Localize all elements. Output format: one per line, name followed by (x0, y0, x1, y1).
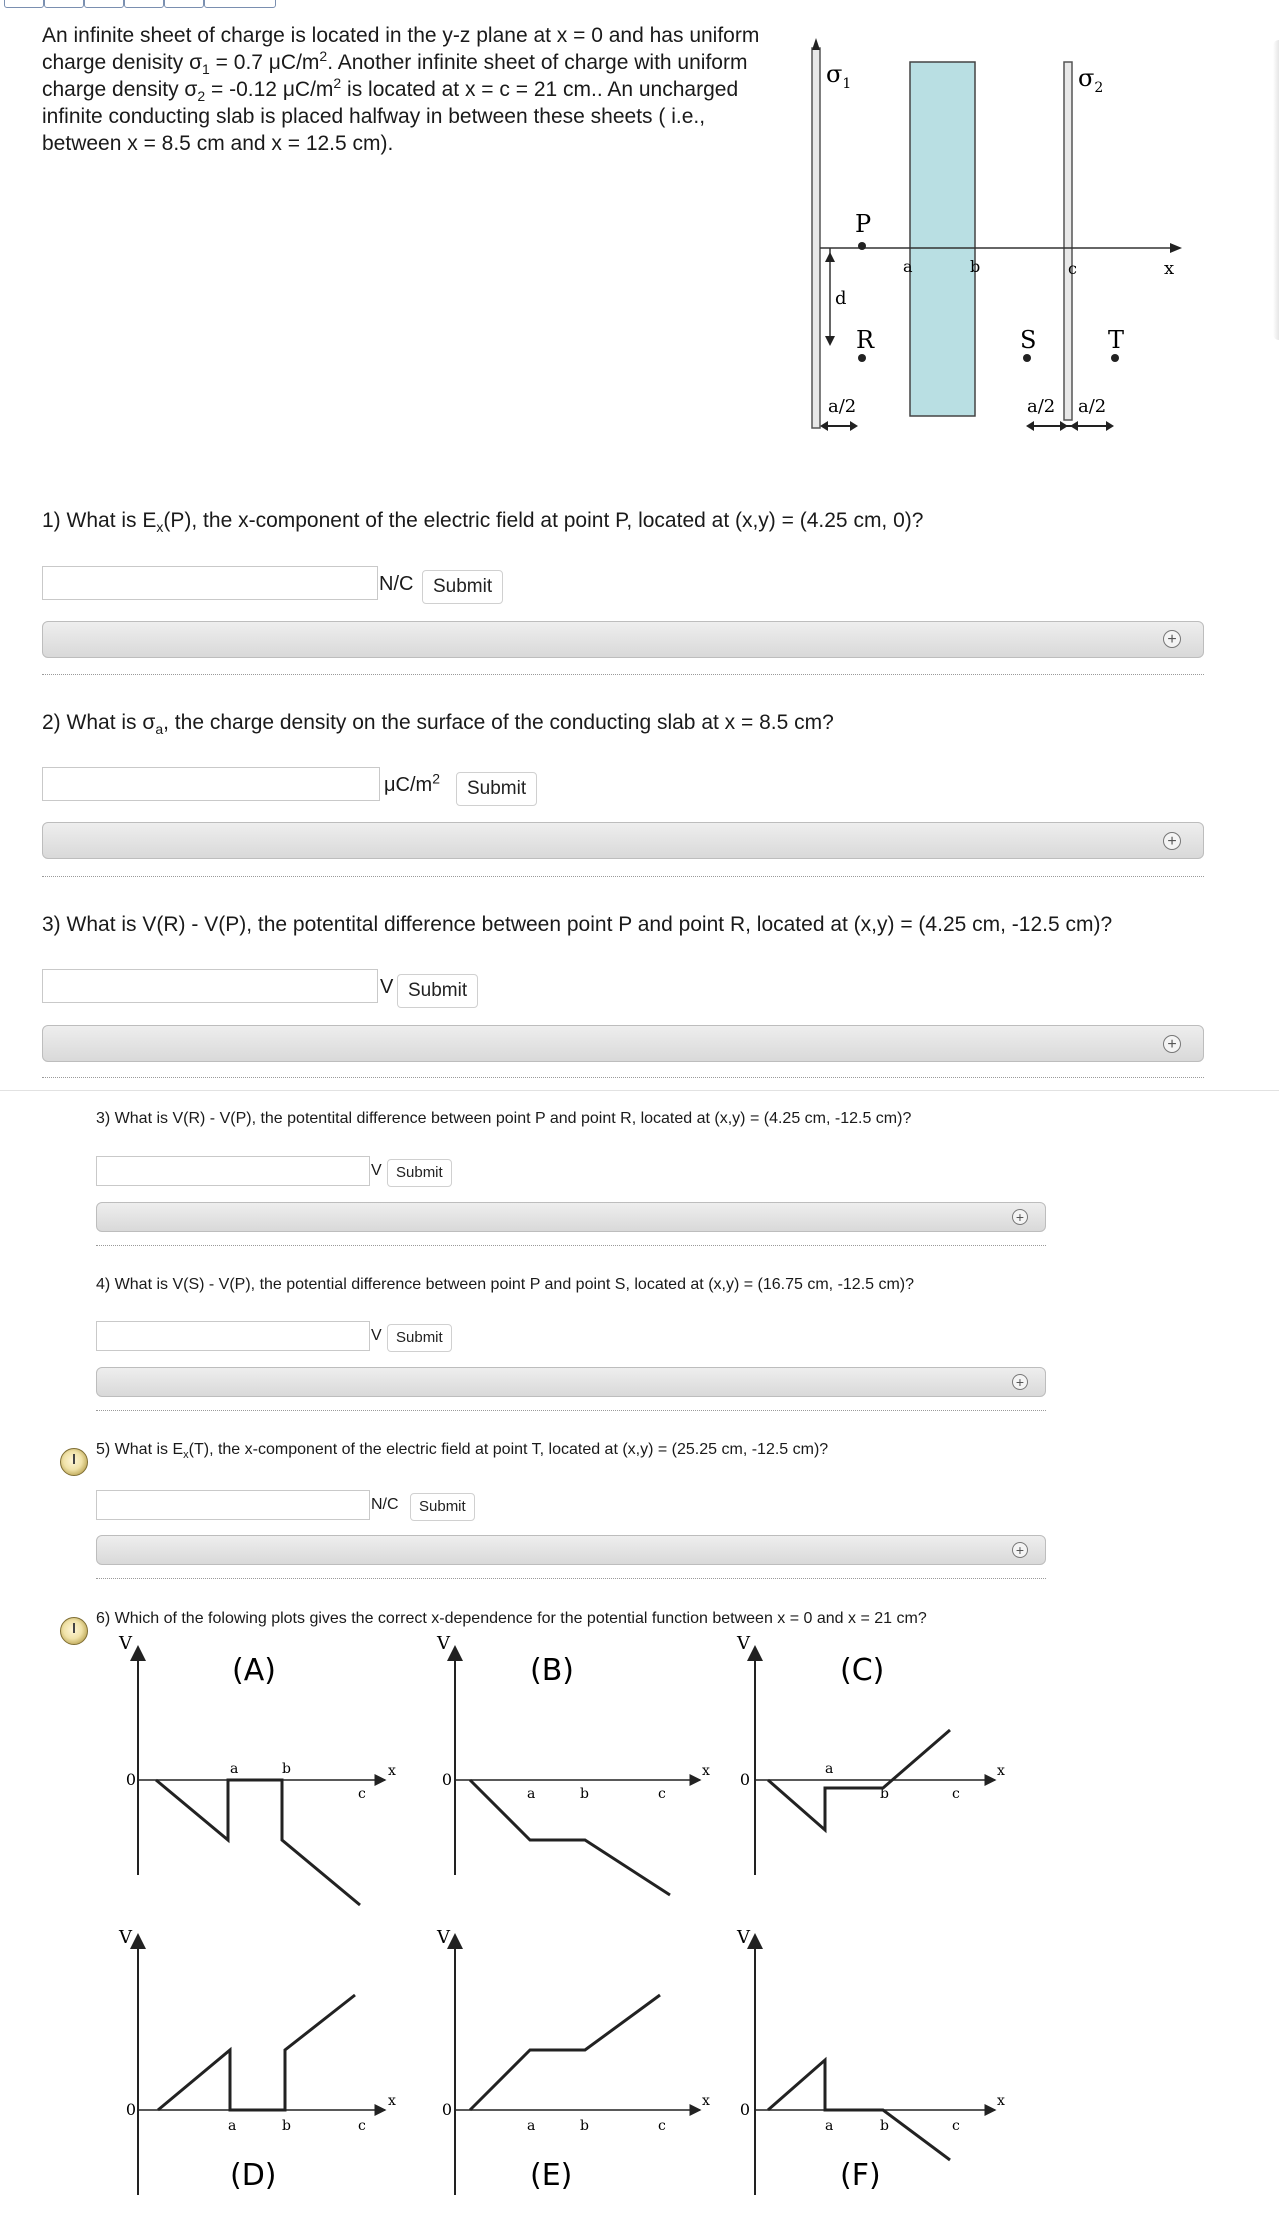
subscript: 2 (197, 88, 206, 105)
superscript: 2 (432, 770, 440, 787)
tab[interactable] (204, 0, 276, 8)
sigma1-label: $\sigma_1$ (826, 60, 852, 92)
arrow-right-icon (850, 421, 858, 431)
text: (T), the x-component of the electric field at point T, located at (x,y) = (25.25 cm, -12.5 cm)? (188, 1441, 829, 1458)
plot-label-E: (E) (530, 2158, 573, 2193)
text: What is E (66, 509, 157, 532)
a-label: a (527, 1786, 536, 1802)
text: What is σ (66, 711, 156, 734)
zero-label: 0 (125, 2100, 136, 2119)
plot-label-D: (D) (230, 2158, 277, 2193)
unit-label-4: V (371, 1327, 382, 1344)
b-label: b (970, 257, 981, 276)
x-label: x (997, 1763, 1005, 1779)
answer-input-2[interactable] (42, 767, 380, 801)
hint-bar-1[interactable] (42, 621, 1204, 658)
text: , the charge density on the surface of the conducting slab at x = 8.5 cm? (163, 711, 834, 734)
problem-line-2 (42, 49, 802, 76)
expand-plus-icon[interactable]: + (1012, 1209, 1028, 1225)
answer-input-3b[interactable] (96, 1156, 370, 1186)
x-label: x (388, 2093, 396, 2109)
a-label: a (527, 2118, 536, 2134)
subscript: a (155, 721, 164, 738)
text: . Another infinite sheet of charge with uniform (327, 51, 748, 74)
arrow-right-icon (1106, 421, 1114, 431)
T-label: T (1108, 326, 1125, 354)
plot-label-A: (A) (232, 1653, 276, 1688)
hint-bar-3[interactable] (42, 1025, 1204, 1062)
submit-button-5[interactable]: Submit (410, 1493, 475, 1521)
submit-button-4[interactable]: Submit (387, 1324, 452, 1352)
v-axis-label: V (737, 1635, 750, 1654)
b-label: b (580, 1786, 589, 1802)
problem-line-5: between x = 8.5 cm and x = 12.5 cm). (42, 132, 394, 155)
question-5-text (96, 1440, 1196, 1460)
setup-figure (800, 30, 1200, 440)
sigma2-label: $\sigma_2$ (1078, 64, 1104, 96)
x-label: x (388, 1763, 396, 1779)
sheet-sigma1 (812, 48, 820, 428)
c-label: c (658, 1786, 666, 1802)
question-4-text: 4) What is V(S) - V(P), the potential difference between point P and point S, located at (x,y) = (16.75 cm, -12.5 cm)? (96, 1276, 915, 1293)
arrow-right-icon (1060, 421, 1068, 431)
question-2-text (42, 710, 1222, 736)
plot-E[interactable] (436, 1927, 710, 2195)
timer-clock-icon (60, 1617, 88, 1645)
S-label: S (1020, 326, 1037, 354)
tab[interactable] (44, 0, 84, 8)
subscript: 1 (202, 61, 210, 78)
subscript: x (156, 519, 164, 536)
timer-clock-icon (60, 1448, 88, 1476)
potential-plots (100, 1635, 1060, 2205)
c-label: c (952, 2118, 960, 2134)
v-axis-label: V (119, 1635, 132, 1654)
plot-label-B: (B) (530, 1653, 574, 1688)
b-label: b (880, 2118, 889, 2134)
divider (96, 1245, 1046, 1246)
submit-button-3b[interactable]: Submit (387, 1159, 452, 1187)
c-label: c (1068, 259, 1077, 278)
x-label: x (702, 2093, 710, 2109)
answer-input-5[interactable] (96, 1490, 370, 1520)
question-1-text (42, 508, 1222, 534)
unit-label-1 (379, 573, 413, 596)
potential-curve (470, 1780, 670, 1895)
text: What is V(R) - V(P), the potentital difference between point P and point R, located at (x,y) = (4.25 cm, -12.5 cm)? (66, 913, 1113, 936)
v-axis-label: V (737, 1927, 750, 1948)
submit-button-1[interactable]: Submit (422, 570, 503, 604)
divider (42, 674, 1204, 675)
tab[interactable] (4, 0, 44, 8)
half-a-label-1: a/2 (828, 396, 857, 417)
zero-label: 0 (125, 1770, 136, 1789)
zero-label: 0 (441, 1770, 452, 1789)
potential-curve (470, 1995, 660, 2110)
plot-A[interactable] (118, 1635, 396, 1905)
plot-D[interactable] (118, 1927, 396, 2195)
problem-line-1: An infinite sheet of charge is located in the y-z plane at x = 0 and has uniform (42, 24, 760, 47)
v-axis-label: V (437, 1927, 450, 1948)
c-label: c (358, 1786, 366, 1802)
v-axis-label: V (437, 1635, 450, 1654)
scroll-edge (1273, 40, 1279, 340)
zero-label: 0 (441, 2100, 452, 2119)
x-label: x (702, 1763, 710, 1779)
point-P (858, 242, 866, 250)
zero-label: 0 (739, 2100, 750, 2119)
potential-curve (158, 1995, 355, 2110)
superscript: 2 (333, 75, 342, 91)
a-label: a (228, 2118, 237, 2134)
text: (P), the x-component of the electric field at point P, located at (x,y) = (4.25 cm, 0)? (163, 509, 924, 532)
unit-label-3b: V (371, 1162, 382, 1179)
arrow-left-icon (820, 421, 828, 431)
problem-line-3 (42, 76, 802, 103)
arrow-up-icon (812, 38, 820, 50)
unit-label-3 (380, 976, 393, 999)
unit-label-5: N/C (371, 1496, 399, 1513)
point-T (1111, 354, 1119, 362)
a-label: a (825, 1761, 834, 1777)
arrow-left-icon (1026, 421, 1034, 431)
arrow-right-icon (1170, 243, 1182, 253)
tab[interactable] (84, 0, 124, 8)
arrow-left-icon (1070, 421, 1078, 431)
point-R (858, 354, 866, 362)
problem-line-4: infinite conducting slab is placed halfway in between these sheets ( i.e., (42, 105, 706, 128)
expand-plus-icon[interactable]: + (1012, 1542, 1028, 1558)
question-3b-text: 3) What is V(R) - V(P), the potentital difference between point P and point R, located at (x,y) = (4.25 cm, -12.5 cm)? (96, 1110, 912, 1127)
text: charge denisity σ (42, 51, 203, 74)
text: = 0.7 μC/m (209, 51, 320, 74)
unit-label-2 (384, 770, 440, 797)
sheet-sigma2 (1064, 62, 1072, 420)
unit-text: V (380, 976, 394, 998)
top-tab-strip (0, 0, 300, 8)
divider (42, 1077, 1204, 1078)
text: 5) What is E (96, 1441, 184, 1458)
submit-button-3[interactable]: Submit (397, 974, 478, 1008)
potential-curve (156, 1780, 360, 1905)
a-label: a (230, 1761, 239, 1777)
unit-text: N/C (379, 573, 414, 595)
divider (96, 1578, 1046, 1579)
d-label: d (835, 288, 847, 309)
subscript: x (183, 1449, 189, 1462)
answer-input-1[interactable] (42, 566, 378, 600)
v-axis-label: V (119, 1927, 132, 1948)
hint-bar-4[interactable] (96, 1367, 1046, 1397)
q-number: 1) (42, 509, 61, 532)
P-label: P (855, 210, 872, 238)
submit-button-2[interactable]: Submit (456, 772, 537, 806)
conducting-slab (910, 62, 975, 416)
half-a-label-3: a/2 (1078, 396, 1107, 417)
plot-F[interactable] (736, 1927, 1005, 2195)
tab[interactable] (124, 0, 164, 8)
x-label: x (1164, 258, 1175, 279)
x-label: x (997, 2093, 1005, 2109)
answer-input-3[interactable] (42, 969, 378, 1003)
answer-input-4[interactable] (96, 1321, 370, 1351)
plot-label-C: (C) (840, 1653, 885, 1688)
a-label: a (825, 2118, 834, 2134)
hint-bar-2[interactable] (42, 822, 1204, 859)
plot-C[interactable] (736, 1635, 1005, 1875)
q-number: 3) (42, 913, 61, 936)
point-S (1023, 354, 1031, 362)
divider (42, 876, 1204, 877)
c-label: c (658, 2118, 666, 2134)
expand-plus-icon[interactable]: + (1163, 630, 1181, 648)
b-label: b (580, 2118, 589, 2134)
expand-plus-icon[interactable]: + (1163, 1035, 1181, 1053)
text: = -0.12 μC/m (205, 78, 334, 101)
screenshot-seam (0, 1090, 1279, 1091)
question-3-text (42, 912, 1242, 938)
text: charge density σ (42, 78, 198, 101)
tab[interactable] (164, 0, 204, 8)
superscript: 2 (319, 48, 328, 64)
divider (96, 1410, 1046, 1411)
question-6-text: 6) Which of the folowing plots gives the correct x-dependence for the potential function between x = 0 and x = 21 cm? (96, 1610, 927, 1627)
hint-bar-5[interactable] (96, 1535, 1046, 1565)
b-label: b (282, 1761, 291, 1777)
c-label: c (358, 2118, 366, 2134)
arrow-up-icon (825, 252, 835, 262)
problem-statement (42, 22, 802, 157)
half-a-label-2: a/2 (1027, 396, 1056, 417)
plot-label-F: (F) (840, 2158, 881, 2193)
unit-text: μC/m (384, 774, 433, 796)
c-label: c (952, 1786, 960, 1802)
R-label: R (856, 326, 875, 354)
q-number: 2) (42, 711, 61, 734)
expand-plus-icon[interactable]: + (1012, 1374, 1028, 1390)
arrow-down-icon (825, 336, 835, 346)
b-label: b (880, 1786, 889, 1802)
hint-bar-3b[interactable] (96, 1202, 1046, 1232)
zero-label: 0 (739, 1770, 750, 1789)
a-label: a (903, 257, 913, 276)
text: is located at x = c = 21 cm.. An uncharged (341, 78, 739, 101)
expand-plus-icon[interactable]: + (1163, 832, 1181, 850)
b-label: b (282, 2118, 291, 2134)
plot-B[interactable] (436, 1635, 710, 1895)
